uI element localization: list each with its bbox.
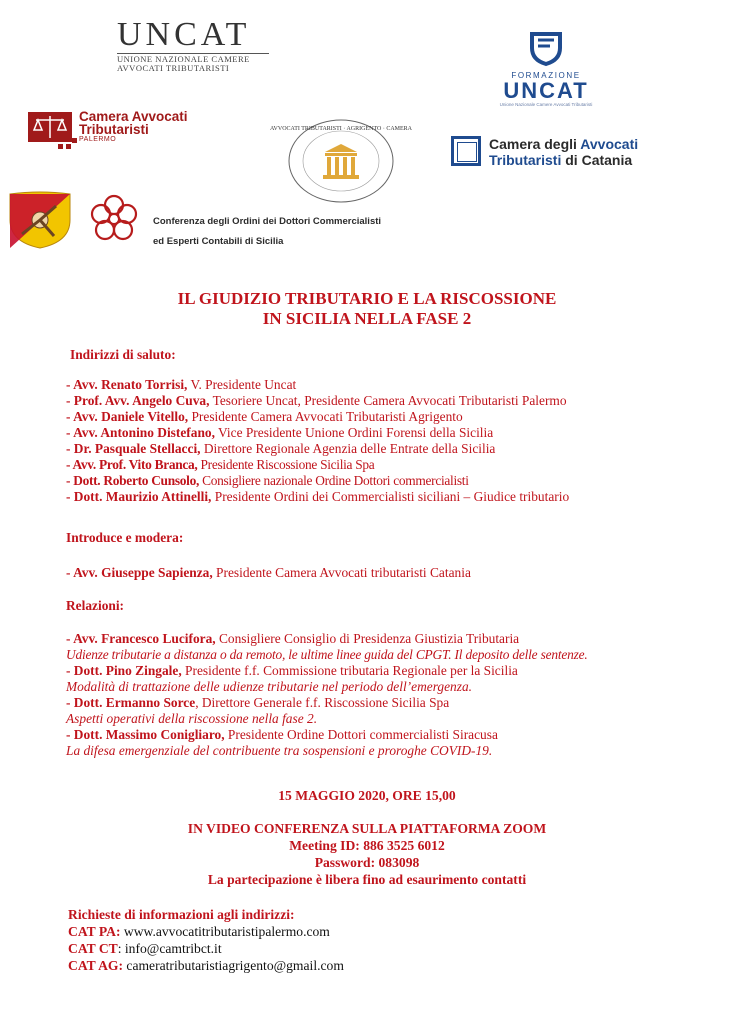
formazione-label: FORMAZIONE <box>511 71 581 80</box>
speaker-name: - Avv. Francesco Lucifora, <box>66 631 216 646</box>
title-line2: IN SICILIA NELLA FASE 2 <box>262 309 472 328</box>
event-details <box>0 820 734 888</box>
list-item <box>66 473 716 489</box>
list-item <box>66 489 716 505</box>
saluti-heading-text: Indirizzi di saluto: <box>70 347 176 362</box>
cat-pa-city: PALERMO <box>79 136 117 143</box>
temple-seal-icon <box>269 118 413 204</box>
sicilia-crest <box>8 190 72 250</box>
event-platform: IN VIDEO CONFERENZA SULLA PIATTAFORMA ZOOM <box>187 821 547 836</box>
speaker-role: Presidente Camera Avvocati Tributaristi Agrigento <box>188 409 463 424</box>
speaker-name: - Avv. Daniele Vitello, <box>66 409 189 424</box>
moderatore-heading-text: Introduce e modera: <box>66 530 184 545</box>
relazione-topic: Modalità di trattazione delle udienze tributarie nel periodo dell’emergenza. <box>66 679 472 694</box>
commercialisti-emblem <box>88 193 140 245</box>
cat-pa-line1: Camera Avvocati <box>79 109 188 124</box>
commercialisti-line1: Conferenza degli Ordini dei Dottori Commercialisti <box>153 216 382 227</box>
list-item <box>66 441 716 457</box>
contact-label: CAT CT <box>68 941 118 956</box>
cat-catania-logo <box>451 136 673 172</box>
speaker-name: - Avv. Renato Torrisi, <box>66 377 188 392</box>
cat-ct-suffix: di Catania <box>561 152 633 168</box>
seal-ring-text: AVVOCATI TRIBUTARISTI · AGRIGENTO · CAMERA <box>269 126 413 132</box>
speaker-role: Direttore Regionale Agenzia delle Entrate della Sicilia <box>200 441 496 456</box>
contact-item <box>68 957 668 974</box>
speaker-role: Presidente Riscossione Sicilia Spa <box>197 457 375 472</box>
meeting-id: Meeting ID: 886 3525 6012 <box>289 838 445 853</box>
contacts-block <box>68 906 668 974</box>
moderatore-heading <box>66 530 183 546</box>
speaker-name: - Dott. Roberto Cunsolo, <box>66 473 200 488</box>
speaker-role: Presidente Camera Avvocati tributaristi Catania <box>212 565 471 580</box>
contact-item <box>68 923 668 940</box>
speaker-role: , Direttore Generale f.f. Riscossione Sicilia Spa <box>195 695 450 710</box>
speaker-role: Consigliere nazionale Ordine Dottori commercialisti <box>199 473 469 488</box>
relazione-topic: Aspetti operativi della riscossione nella fase 2. <box>66 711 318 726</box>
relatore-item <box>66 695 726 711</box>
uncat-logo-word: UNCAT <box>117 16 251 53</box>
contact-link[interactable]: cameratributaristiagrigento@gmail.com <box>123 958 344 973</box>
cat-ct-avvocati: Avvocati <box>580 136 639 152</box>
relatore-item <box>66 727 726 743</box>
participation-note: La partecipazione è libera fino ad esaurimento contatti <box>207 872 527 887</box>
relazioni-list <box>66 631 726 759</box>
relazione-topic: La difesa emergenziale del contribuente tra sospensioni e proroghe COVID-19. <box>66 743 493 758</box>
cat-pa-line2: Tributaristi <box>79 122 149 137</box>
scales-icon <box>28 112 78 152</box>
list-item <box>66 425 716 441</box>
contact-link[interactable]: www.avvocatitributaristipalermo.com <box>120 924 330 939</box>
speaker-name: - Avv. Antonino Distefano, <box>66 425 215 440</box>
speaker-role: Presidente f.f. Commissione tributaria Regionale per la Sicilia <box>181 663 518 678</box>
list-item <box>66 409 716 425</box>
cat-ct-tributaristi: Tributaristi <box>489 152 562 168</box>
speaker-role: Presidente Ordine Dottori commercialisti Siracusa <box>224 727 498 742</box>
contact-link[interactable]: : info@camtribct.it <box>117 941 222 956</box>
speaker-name: - Avv. Prof. Vito Branca, <box>66 457 198 472</box>
speaker-name: - Dott. Ermanno Sorce <box>66 695 196 710</box>
event-date: 15 MAGGIO 2020, ORE 15,00 <box>278 788 456 803</box>
speaker-name: - Dr. Pasquale Stellacci, <box>66 441 201 456</box>
saluti-heading <box>70 347 176 363</box>
speaker-name: - Prof. Avv. Angelo Cuva, <box>66 393 210 408</box>
speaker-name: - Dott. Pino Zingale, <box>66 663 182 678</box>
cat-ct-prefix: Camera degli <box>489 136 581 152</box>
contacts-heading: Richieste di informazioni agli indirizzi: <box>68 907 295 922</box>
speaker-role: V. Presidente Uncat <box>187 377 297 392</box>
saluti-list <box>66 377 716 505</box>
relazione-topic: Udienze tributarie a distanza o da remoto, le ultime linee guida del CPGT. Il deposito delle sentenze. <box>66 647 588 662</box>
title-line1: IL GIUDIZIO TRIBUTARIO E LA RISCOSSIONE <box>177 289 557 308</box>
moderatore-item <box>66 565 471 581</box>
trinacria-shield-icon <box>8 190 72 250</box>
speaker-name: - Dott. Massimo Conigliaro, <box>66 727 225 742</box>
contact-item <box>68 940 668 957</box>
speaker-name: - Dott. Maurizio Attinelli, <box>66 489 212 504</box>
uncat-logo <box>117 18 277 73</box>
square-icon <box>451 136 481 166</box>
list-item <box>66 377 716 393</box>
relazioni-heading-text: Relazioni: <box>66 598 125 613</box>
speaker-role: Vice Presidente Unione Ordini Forensi della Sicilia <box>214 425 494 440</box>
formazione-uncat-word: UNCAT <box>503 78 589 103</box>
formazione-uncat-logo <box>496 30 596 107</box>
knot-emblem-icon <box>88 193 140 245</box>
relatore-item <box>66 663 726 679</box>
formazione-sub: Unione Nazionale Camere Avvocati Tributaristi <box>499 102 593 107</box>
list-item <box>66 393 716 409</box>
contact-label: CAT AG: <box>68 958 124 973</box>
cat-palermo-logo <box>28 110 238 154</box>
cat-agrigento-seal <box>269 118 413 204</box>
commercialisti-line2: ed Esperti Contabili di Sicilia <box>153 236 284 247</box>
speaker-name: - Avv. Giuseppe Sapienza, <box>66 565 213 580</box>
meeting-password: Password: 083098 <box>314 855 420 870</box>
formazione-shield-icon <box>526 30 566 66</box>
relatore-item <box>66 631 726 647</box>
page-title <box>0 289 734 329</box>
list-item <box>66 457 716 473</box>
speaker-role: Consigliere Consiglio di Presidenza Giustizia Tributaria <box>215 631 520 646</box>
commercialisti-name <box>153 212 381 252</box>
relazioni-heading <box>66 598 124 614</box>
uncat-logo-sub1: UNIONE NAZIONALE CAMERE <box>117 54 250 64</box>
contact-label: CAT PA: <box>68 924 121 939</box>
speaker-role: Presidente Ordini dei Commercialisti siciliani – Giudice tributario <box>211 489 570 504</box>
uncat-logo-sub2: AVVOCATI TRIBUTARISTI <box>117 63 230 73</box>
speaker-role: Tesoriere Uncat, Presidente Camera Avvocati Tributaristi Palermo <box>209 393 567 408</box>
